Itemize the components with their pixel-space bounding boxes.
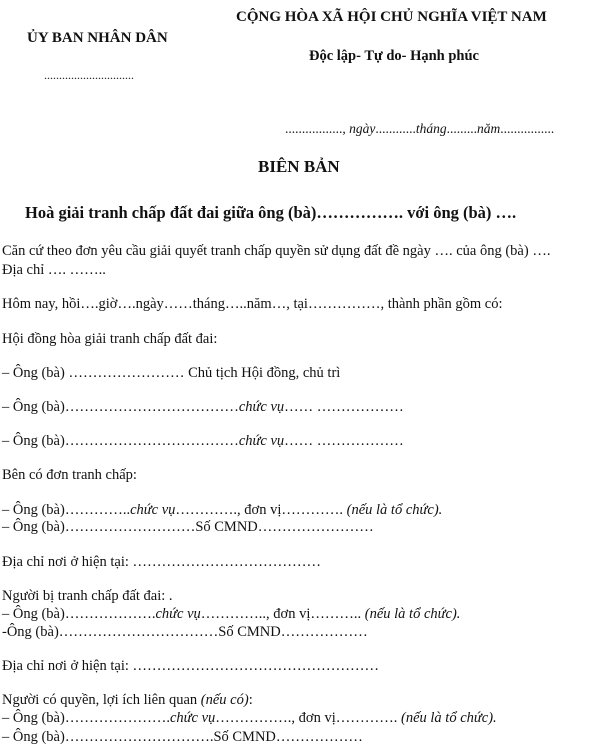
respondent-1-name: – Ông (bà)………………. bbox=[2, 606, 156, 622]
respondent-1-position-label: chức vụ bbox=[155, 606, 201, 622]
related-1-unit: ……………., đơn vị…………. bbox=[215, 710, 401, 726]
related-1-note: (nếu là tổ chức). bbox=[401, 710, 497, 726]
council-heading: Hội đồng hòa giải tranh chấp đất đai: bbox=[2, 331, 218, 347]
council-member-2 bbox=[2, 399, 404, 416]
complainant-1-note: (nếu là tổ chức). bbox=[346, 502, 443, 518]
related-1 bbox=[2, 710, 497, 727]
council-member-3-name: – Ông (bà)……………………………… bbox=[2, 433, 239, 449]
date-dots-3: ................ bbox=[500, 121, 555, 136]
related-heading-text: Người có quyền, lợi ích liên quan bbox=[2, 692, 201, 708]
related-heading-note: (nếu có) bbox=[200, 692, 249, 708]
complainant-1 bbox=[2, 502, 442, 519]
address-line: Địa chỉ …. …….. bbox=[2, 262, 106, 278]
council-member-1: – Ông (bà) …………………… Chủ tịch Hội đồng, chủ trì bbox=[2, 365, 341, 381]
date-line bbox=[285, 121, 554, 137]
respondent-address: Địa chỉ nơi ở hiện tại: …………………………………………… bbox=[2, 658, 379, 674]
respondent-1-unit: ………….., đơn vị……….. bbox=[200, 606, 365, 622]
council-member-3-position-label: chức vụ bbox=[238, 433, 285, 449]
document-title: BIÊN BẢN bbox=[258, 157, 340, 176]
council-member-2-name: – Ông (bà)……………………………… bbox=[2, 399, 239, 415]
respondent-1-note: (nếu là tổ chức). bbox=[364, 606, 461, 622]
motto: Độc lập- Tự do- Hạnh phúc bbox=[309, 48, 479, 64]
complainant-1-name: – Ông (bà)………….. bbox=[2, 502, 131, 518]
complainant-heading: Bên có đơn tranh chấp: bbox=[2, 467, 137, 483]
date-thang: tháng bbox=[415, 121, 447, 136]
today-line: Hôm nay, hồi….giờ….ngày……tháng…..năm…, tại……………, thành phần gồm có: bbox=[2, 296, 503, 312]
date-dots-1: ............ bbox=[375, 121, 416, 136]
agency-dots: .............................. bbox=[44, 68, 134, 82]
date-nam: năm bbox=[477, 121, 501, 136]
agency-name: ỦY BAN NHÂN DÂN bbox=[27, 30, 168, 46]
related-1-position-label: chức vụ bbox=[169, 710, 216, 726]
basis-line: Căn cứ theo đơn yêu cầu giải quyết tranh chấp quyền sử dụng đất đề ngày …. của ông (bà) …. bbox=[2, 243, 551, 259]
date-dots-2: ......... bbox=[446, 121, 478, 136]
related-1-name: – Ông (bà)…………………. bbox=[2, 710, 170, 726]
council-member-2-position-label: chức vụ bbox=[238, 399, 285, 415]
complainant-2: – Ông (bà)………………………Số CMND…………………… bbox=[2, 519, 374, 535]
date-ngay: ngày bbox=[349, 121, 376, 136]
complainant-address: Địa chỉ nơi ở hiện tại: ………………………………… bbox=[2, 554, 321, 570]
respondent-1 bbox=[2, 606, 460, 623]
related-2: – Ông (bà)………………………….Số CMND……………… bbox=[2, 729, 363, 745]
council-member-2-position: …… ……………… bbox=[284, 399, 404, 415]
country-name: CỘNG HÒA XÃ HỘI CHỦ NGHĨA VIỆT NAM bbox=[236, 9, 547, 25]
complainant-1-position-label: chức vụ bbox=[130, 502, 176, 518]
related-heading bbox=[2, 692, 253, 709]
related-heading-colon: : bbox=[248, 692, 253, 708]
council-member-3 bbox=[2, 433, 404, 450]
complainant-1-unit: …………., đơn vị…………. bbox=[175, 502, 347, 518]
respondent-heading: Người bị tranh chấp đất đai: . bbox=[2, 588, 173, 604]
date-prefix: ................., bbox=[285, 121, 350, 136]
council-member-3-position: …… ……………… bbox=[284, 433, 404, 449]
document-subtitle: Hoà giải tranh chấp đất đai giữa ông (bà)……………. với ông (bà) …. bbox=[25, 203, 517, 222]
respondent-2: -Ông (bà)……………………………Số CMND……………… bbox=[2, 624, 368, 640]
